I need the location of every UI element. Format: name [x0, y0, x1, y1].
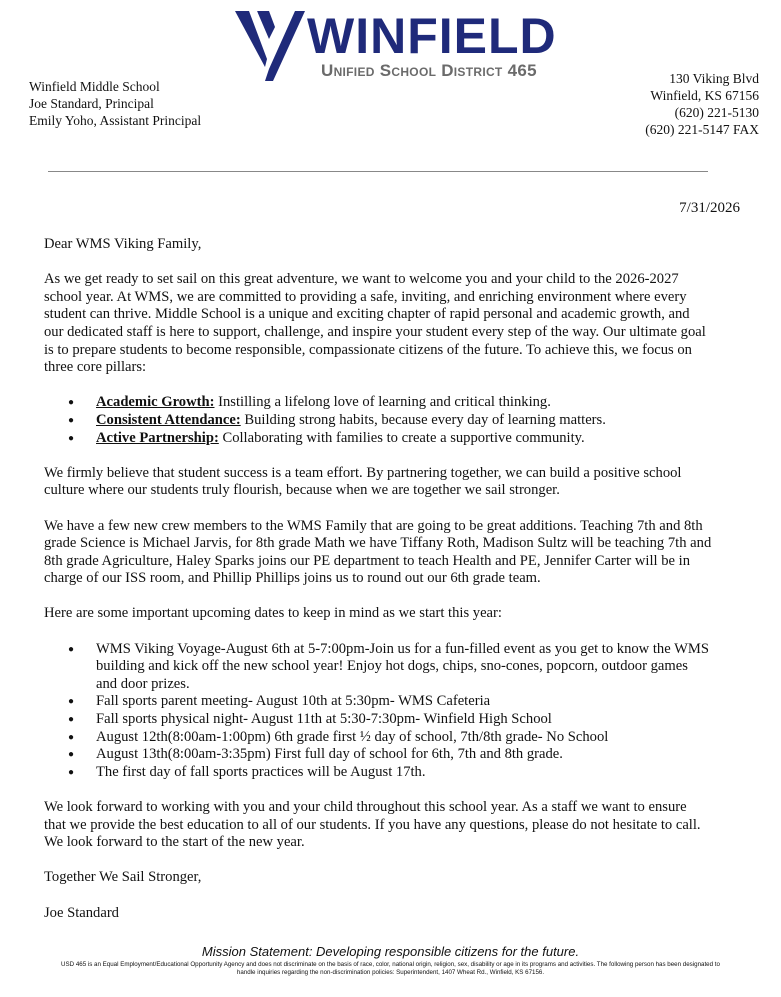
header-divider	[48, 171, 708, 172]
school-officials-block	[29, 78, 201, 129]
letter-body	[44, 236, 712, 940]
team-paragraph: We firmly believe that student success is a team effort. By partnering together, we can build a positive school culture where our students truly flourish, because when we are together we sail stronger.	[44, 464, 682, 499]
principal-line: Joe Standard, Principal	[29, 96, 154, 111]
new-staff-paragraph: We have a few new crew members to the WMS Family that are going to be great additions. Teaching 7th and 8th grade Science is Michael Jarvis, for 8th grade Math we have Tiffany Roth, Madison Sultz will be teaching 7th and 8th grade Agriculture, Haley Sparks joins our PE department to teach Health and PE, Jennifer Carter will be in charge of our ISS room, and Phillip Phillips joins us to round out our 6th grade team.	[44, 517, 712, 587]
phone-number: (620) 221-5130	[674, 105, 759, 120]
date-item: ● August 12th(8:00am-1:00pm) 6th grade first ½ day of school, 7th/8th grade- No School	[44, 729, 712, 747]
footer	[0, 944, 781, 977]
intro-paragraph: As we get ready to set sail on this great adventure, we want to welcome you and your child to the 2026-2027 school year. At WMS, we are committed to providing a safe, inviting, and enriching environment where every student can thrive. Middle School is a unique and exciting chapter of rapid personal and academic growth, and our dedicated staff is here to support, challenge, and inspire your student every step of the way. Our ultimate goal is to prepare students to become responsible, compassionate citizens of the future. To achieve this, we focus on three core pillars:	[44, 271, 706, 376]
pillar-label: Active Partnership:	[96, 429, 219, 446]
pillar-text: Collaborating with families to create a supportive community.	[218, 429, 585, 446]
district-logo	[235, 9, 565, 81]
equal-opportunity-notice: USD 465 is an Equal Employment/Educational Opportunity Agency and does not discriminate on the basis of race, color, national origin, religion, sex, disability or age in its programs and activities. The following person has been designated to handle inquiries regarding the non-discrimination policies: Superintendent, 1407 Wheat Rd., Winfield, KS 67156.	[61, 961, 720, 976]
school-name: Winfield Middle School	[29, 79, 160, 94]
closing-paragraph: We look forward to working with you and your child throughout this school year. As a staff we want to ensure that we provide the best education to all of our students. If you have any questions, please do not hesitate to call. We look forward to the start of the new year.	[44, 799, 701, 851]
date-item: ● Fall sports parent meeting- August 10th at 5:30pm- WMS Cafeteria	[44, 693, 712, 711]
pillar-label: Academic Growth:	[96, 394, 215, 411]
pillar-item	[44, 430, 712, 448]
mission-statement: Mission Statement: Developing responsible citizens for the future.	[201, 944, 580, 959]
pillar-text: Building strong habits, because every day of learning matters.	[240, 411, 606, 428]
assistant-principal-line: Emily Yoho, Assistant Principal	[29, 113, 202, 128]
pillar-item	[44, 412, 712, 430]
date-item: ● Fall sports physical night- August 11th at 5:30-7:30pm- Winfield High School	[44, 711, 712, 729]
letter-date: 7/31/2026	[679, 200, 740, 216]
dates-intro: Here are some important upcoming dates to keep in mind as we start this year:	[44, 605, 502, 622]
pillar-item	[44, 394, 712, 412]
district-name: Unified School District 465	[321, 61, 537, 80]
logo-wordmark: WINFIELD	[307, 8, 557, 64]
contact-block	[645, 70, 759, 138]
fax-number: (620) 221-5147 FAX	[645, 122, 759, 137]
pillar-text: Instilling a lifelong love of learning and critical thinking.	[214, 394, 551, 411]
pillars-list	[44, 394, 712, 447]
date-item: ● WMS Viking Voyage-August 6th at 5-7:00pm-Join us for a fun-filled event as you get to know the WMS building and kick off the new school year! Enjoy hot dogs, chips, sno-cones, popcorn, outdoor games and door prizes.	[44, 641, 712, 694]
dates-list	[44, 641, 712, 782]
winfield-w-icon	[235, 9, 305, 81]
city-state-zip: Winfield, KS 67156	[650, 88, 759, 103]
date-item: ● August 13th(8:00am-3:35pm) First full day of school for 6th, 7th and 8th grade.	[44, 746, 712, 764]
date-item: ● The first day of fall sports practices will be August 17th.	[44, 764, 712, 782]
signature-name: Joe Standard	[44, 904, 119, 921]
street-address: 130 Viking Blvd	[669, 71, 759, 86]
pillar-label: Consistent Attendance:	[96, 411, 241, 428]
signoff: Together We Sail Stronger,	[44, 869, 202, 886]
greeting: Dear WMS Viking Family,	[44, 236, 202, 252]
